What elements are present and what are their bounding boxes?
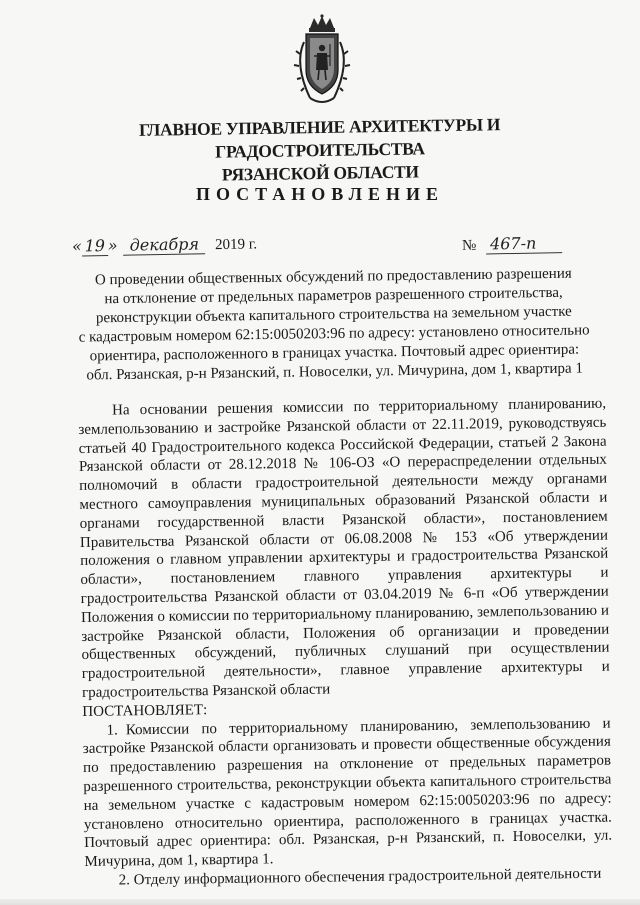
- document-body: [78, 395, 613, 891]
- preamble-paragraph: На основании решения комиссии по территориальному планированию, землепользованию и застройке Рязанской области от 22.11.2019, руководствуясь статьей 40 Градостроительного кодекса Российской Федерации, статьей 2 Закона Рязанской области от 28.12.2018 № 106-ОЗ «О перераспределении отдельных полномочий в области градостроительной деятельности между органами местного самоуправления муниципальных образований Рязанской области и органами государственной власти Рязанской области», постановлением Правительства Рязанской области от 06.08.2008 № 153 «Об утверждении положения о главном управлении архитектуры и градостроительства Рязанской области», постановлением главного управления архитектуры и градостроительства Рязанской области от 03.04.2019 № 6-п «Об утверждении Положения о комиссии по территориальному планированию, землепользованию и застройке Рязанской области, Положения об организации и проведении общественных обсуждений, публичных слушаний при осуществлении градостроительной деятельности», главное управление архитектуры и градостроительства Рязанской области: [78, 395, 610, 701]
- item-2-paragraph: 2. Отделу информационного обеспечения градостроительной деятельности: [118, 865, 602, 889]
- subject-line: реконструкции объекта капитального строительства на земельном участке: [95, 303, 572, 327]
- number-label: №: [461, 237, 477, 254]
- subject-line: обл. Рязанская, р-н Рязанский, п. Новоселки, ул. Мичурина, дом 1, квартира 1: [86, 360, 584, 384]
- subject-line: О проведении общественных обсуждений по предоставлению разрешения: [94, 265, 572, 289]
- document-number: [462, 233, 562, 255]
- date-month: декабря: [123, 234, 205, 255]
- number-value: 467-п: [486, 233, 562, 254]
- scan-edge: [0, 899, 640, 905]
- decree-word: ПОСТАНОВЛЯЕТ:: [82, 701, 208, 720]
- date-day: 19: [82, 236, 108, 256]
- organization-name: [39, 112, 600, 190]
- coat-of-arms-icon: [290, 14, 354, 106]
- document-date: [72, 233, 257, 256]
- item-1-text: Комиссии по территориальному планированию, землепользованию и застройке Рязанской области организовать и провести общественные обсуждения по предоставлению разрешения на отклонение от предельных параметров разрешенного строительства, реконструкции объекта капитального строительства на земельном участке с кадастровым номером 62:15:0050203:96 по адресу: установлено относительно ориентира, расположенного в границах участка. Почтовый адрес ориентира: обл. Рязанская, р-н Рязанский, п. Новоселки, ул. Мичурина, дом 1, квартира 1.: [82, 715, 613, 871]
- org-name-line1: ГЛАВНОЕ УПРАВЛЕНИЕ АРХИТЕКТУРЫ И ГРАДОСТРОИТЕЛЬСТВА: [138, 114, 501, 162]
- date-close-quote: »: [107, 235, 118, 255]
- date-year: 2019 г.: [214, 236, 258, 254]
- document-subject: [75, 264, 593, 385]
- date-open-quote: «: [71, 236, 82, 256]
- item-1-number: 1.: [106, 722, 118, 739]
- subject-line: с кадастровым номером 62:15:0050203:96 по адресу: установлено относительно: [78, 322, 590, 346]
- document-type-title: ПОСТАНОВЛЕНИЕ: [195, 184, 445, 204]
- org-name-line2: РЯЗАНСКОЙ ОБЛАСТИ: [221, 161, 419, 185]
- subject-line: ориентира, расположенного в границах участка. Почтовый адрес ориентира:: [89, 341, 580, 365]
- item-1-paragraph: [82, 714, 612, 872]
- subject-line: на отклонение от предельных параметров разрешенного строительства,: [104, 284, 563, 308]
